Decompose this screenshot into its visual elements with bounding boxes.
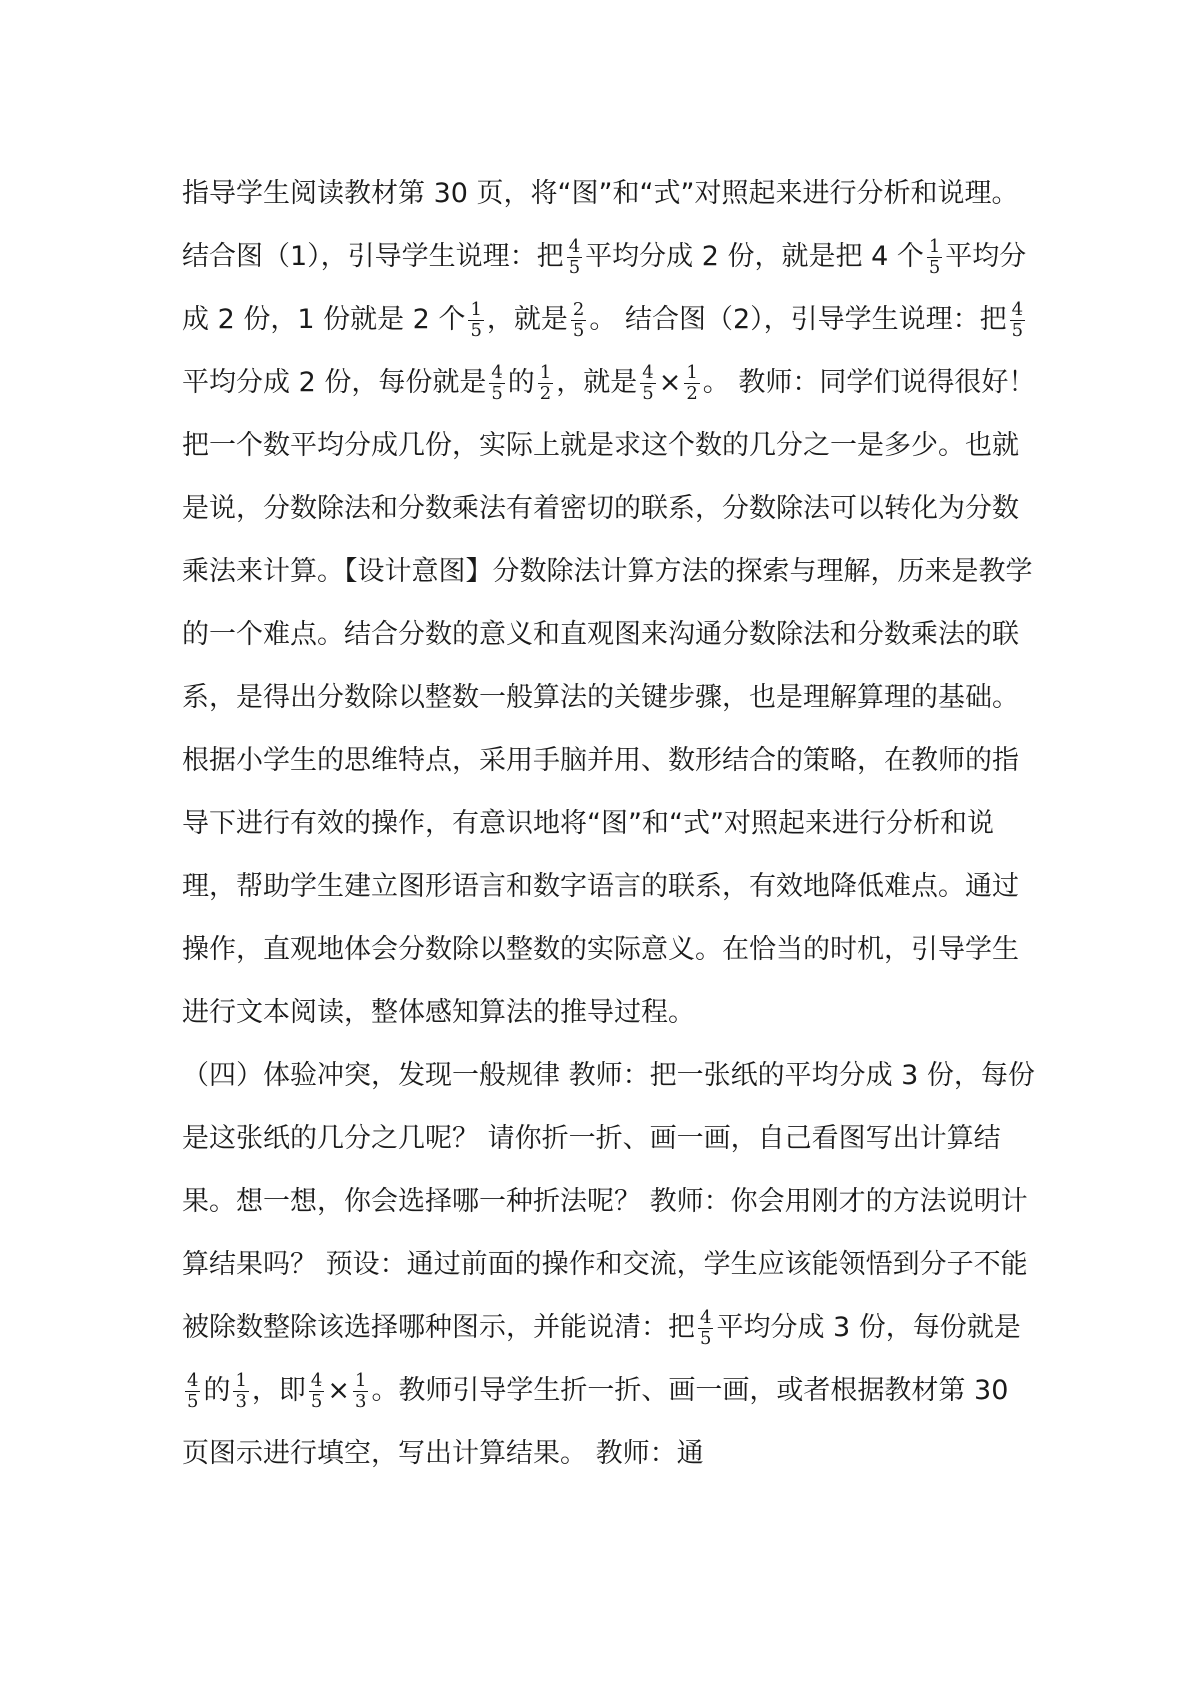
fraction-numerator: 2 (572, 299, 585, 320)
para-guide-reading (182, 162, 1042, 225)
text-run: 平均分成 2 份，每份就是 (182, 367, 487, 398)
fraction (489, 363, 504, 404)
fraction-numerator: 4 (1011, 299, 1024, 320)
text-run: 平均分成 3 份，每份就是 (716, 1312, 1021, 1343)
fraction (1010, 300, 1025, 341)
fraction-numerator: 4 (642, 362, 654, 383)
fraction-denominator: 5 (700, 1328, 712, 1349)
fraction-denominator: 5 (1011, 320, 1024, 341)
fraction-denominator: 5 (310, 1391, 323, 1412)
fraction-numerator: 1 (686, 362, 698, 383)
fraction-denominator: 5 (491, 383, 503, 404)
text-run: ，即 (251, 1375, 306, 1406)
fraction (567, 237, 582, 278)
fraction-denominator: 5 (187, 1391, 199, 1412)
fraction-numerator: 1 (354, 1370, 367, 1391)
text-run: （四）体验冲突，发现一般规律 教师：把一张纸的平均分成 3 份，每份是这张纸的几分之几呢？ 请你折一折、画一画，自己看图写出计算结果。想一想，你会选择哪一种折法呢？ 教师：你会用刚才的方法说明计算结果吗？ 预设：通过前面的操作和交流，学生应该能领悟到分子不能被除数整除该选择哪种图示，并能说清：把 (182, 1060, 1035, 1343)
text-run: × (658, 367, 682, 398)
text-run: 的 (507, 367, 535, 398)
text-run: 平均分成 2 份，就是把 4 个 (585, 241, 924, 272)
fraction-denominator: 5 (572, 320, 585, 341)
fraction (233, 1371, 248, 1412)
fraction-denominator: 5 (642, 383, 654, 404)
fraction (309, 1371, 324, 1412)
text-run: × (327, 1375, 350, 1406)
fraction (698, 1308, 713, 1349)
fraction (927, 237, 942, 278)
fraction-numerator: 1 (539, 362, 552, 383)
fraction-denominator: 2 (539, 383, 552, 404)
fraction-numerator: 4 (187, 1370, 199, 1391)
fraction-denominator: 5 (470, 320, 482, 341)
fraction-denominator: 5 (568, 257, 581, 278)
text-run: ，就是 (486, 304, 568, 335)
text-run: 。 教师：同学们说得很好！把一个数平均分成几份，实际上就是求这个数的几分之一是多少。也就是说，分数除法和分数乘法有着密切的联系，分数除法可以转化为分数乘法来计算。【设计意图】分数除法计算方法的探索与理解，历来是教学的一个难点。结合分数的意义和直观图来沟通分数除法和分数乘法的联系，是得出分数除以整数一般算法的关键步骤，也是理解算理的基础。根据小学生的思维特点，采用手脑并用、数形结合的策略，在教师的指导下进行有效的操作，有意识地将“图”和“式”对照起来进行分析和说理，帮助学生建立图形语言和数字语言的联系，有效地降低难点。通过操作，直观地体会分数除以整数的实际意义。在恰当的时机，引导学生进行文本阅读，整体感知算法的推导过程。 (182, 367, 1036, 1028)
text-run: 指导学生阅读教材第 30 页，将“图”和“式”对照起来进行分析和说理。 (182, 178, 1019, 209)
fraction-numerator: 1 (235, 1370, 247, 1391)
fraction-numerator: 4 (700, 1307, 712, 1328)
fraction (468, 300, 483, 341)
fraction (640, 363, 655, 404)
fraction-numerator: 1 (928, 236, 941, 257)
fraction (538, 363, 553, 404)
text-run: ，就是 (556, 367, 638, 398)
document-body (182, 162, 1042, 1485)
fraction-denominator: 3 (235, 1391, 247, 1412)
text-run: 平均分成 2 份，1 份就是 2 个 (182, 241, 1027, 335)
fraction (684, 363, 699, 404)
fraction (571, 300, 586, 341)
fraction-denominator: 3 (354, 1391, 367, 1412)
fraction (353, 1371, 368, 1412)
para-figure-explanation (182, 225, 1042, 1044)
fraction-numerator: 4 (310, 1370, 323, 1391)
text-run: 。教师引导学生折一折、画一画，或者根据教材第 30 页图示进行填空，写出计算结果。 教师：通 (182, 1375, 1009, 1469)
text-run: 结合图（1），引导学生说理：把 (182, 241, 564, 272)
fraction (185, 1371, 200, 1412)
fraction-numerator: 4 (568, 236, 581, 257)
fraction-numerator: 1 (470, 299, 482, 320)
fraction-numerator: 4 (491, 362, 503, 383)
para-section-four (182, 1044, 1042, 1485)
fraction-denominator: 2 (686, 383, 698, 404)
text-run: 的 (203, 1375, 231, 1406)
fraction-denominator: 5 (928, 257, 941, 278)
text-run: 。 结合图（2），引导学生说理：把 (589, 304, 1007, 335)
